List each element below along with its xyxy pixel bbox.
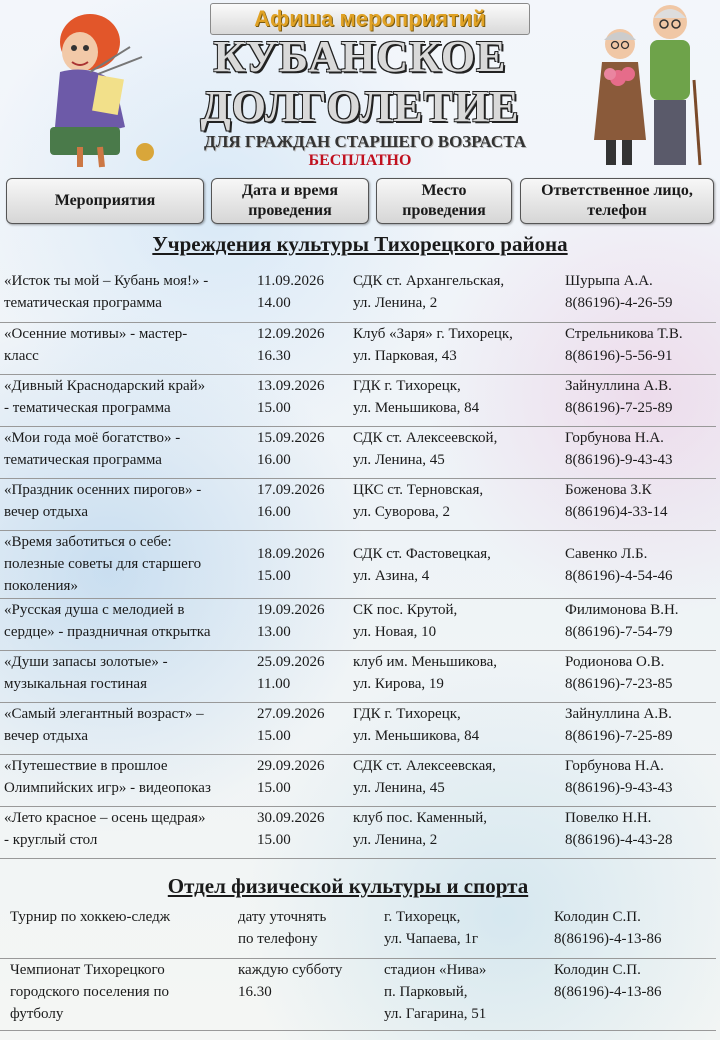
event-name-line: «Время заботиться о себе: bbox=[4, 533, 172, 550]
event-name-line: - тематическая программа bbox=[4, 399, 171, 416]
event-date: 18.09.2026 bbox=[257, 545, 325, 562]
event-name bbox=[0, 598, 253, 650]
event-name-line: тематическая программа bbox=[4, 451, 162, 468]
event-datetime bbox=[253, 650, 349, 702]
event-place-line: п. Парковый, bbox=[384, 983, 468, 1000]
event-place-line: ул. Гагарина, 51 bbox=[384, 1005, 487, 1022]
event-datetime bbox=[253, 806, 349, 858]
event-place-line: стадион «Нива» bbox=[384, 961, 487, 978]
event-date: 17.09.2026 bbox=[257, 481, 325, 498]
event-place-line: ул. Меньшикова, 84 bbox=[353, 399, 480, 416]
page-title-line-2: ДОЛГОЛЕТИЕ bbox=[200, 82, 520, 131]
contact-phone: 8(86196)-7-25-89 bbox=[565, 727, 673, 744]
event-contact bbox=[561, 530, 716, 598]
event-place-line: СДК ст. Архангельская, bbox=[353, 273, 505, 289]
events-table-culture bbox=[0, 270, 716, 859]
event-place-line: Клуб «Заря» г. Тихорецк, bbox=[353, 325, 513, 342]
event-place-line: ул. Ленина, 2 bbox=[353, 831, 438, 848]
event-datetime bbox=[253, 598, 349, 650]
event-name bbox=[0, 478, 253, 530]
table-row bbox=[0, 702, 716, 754]
event-name-line: «Праздник осенних пирогов» - bbox=[4, 481, 202, 498]
event-date: 15.09.2026 bbox=[257, 429, 325, 446]
event-datetime-line: по телефону bbox=[238, 931, 318, 947]
event-place bbox=[349, 702, 561, 754]
event-name-line: Олимпийских игр» - видеопоказ bbox=[4, 779, 211, 796]
column-heading-place: Место проведения bbox=[376, 178, 512, 224]
event-place-line: ул. Ленина, 45 bbox=[353, 451, 445, 468]
contact-phone: 8(86196)-9-43-43 bbox=[565, 779, 673, 796]
event-place bbox=[349, 754, 561, 806]
table-row bbox=[0, 322, 716, 374]
contact-phone: 8(86196)-4-54-46 bbox=[565, 567, 673, 584]
event-name-line: «Осенние мотивы» - мастер- bbox=[4, 325, 188, 342]
contact-person: Повелко Н.Н. bbox=[565, 809, 652, 826]
event-time: 16.00 bbox=[257, 451, 291, 468]
event-place bbox=[349, 426, 561, 478]
event-name-line: полезные советы для старшего bbox=[4, 555, 202, 572]
contact-phone: 8(86196)-7-23-85 bbox=[565, 675, 673, 692]
event-place bbox=[349, 374, 561, 426]
event-name bbox=[0, 270, 253, 322]
event-datetime bbox=[253, 270, 349, 322]
event-time: 16.00 bbox=[257, 503, 291, 520]
free-label: БЕСПЛАТНО bbox=[308, 152, 412, 169]
event-place-line: СК пос. Крутой, bbox=[353, 601, 458, 618]
contact-person: Стрельникова Т.В. bbox=[565, 325, 683, 342]
event-name bbox=[0, 906, 234, 958]
event-place bbox=[349, 806, 561, 858]
table-row bbox=[0, 478, 716, 530]
event-place-line: ул. Чапаева, 1г bbox=[384, 931, 479, 947]
event-date: 30.09.2026 bbox=[257, 809, 325, 826]
event-date: 29.09.2026 bbox=[257, 757, 325, 774]
column-heading-contact: Ответственное лицо, телефон bbox=[520, 178, 714, 224]
event-place-line: клуб пос. Каменный, bbox=[353, 809, 488, 826]
poster-banner: Афиша мероприятий bbox=[210, 3, 530, 35]
event-time: 13.00 bbox=[257, 623, 291, 640]
event-place-line: ул. Ленина, 2 bbox=[353, 295, 438, 311]
event-name-line: «Путешествие в прошлое bbox=[4, 757, 168, 774]
event-place-line: ул. Меньшикова, 84 bbox=[353, 727, 480, 744]
event-contact bbox=[550, 906, 716, 958]
event-place-line: ГДК г. Тихорецк, bbox=[353, 705, 461, 722]
event-datetime bbox=[253, 322, 349, 374]
poster-header bbox=[0, 0, 720, 176]
event-place bbox=[349, 322, 561, 374]
event-place-line: ГДК г. Тихорецк, bbox=[353, 377, 461, 394]
event-date: 19.09.2026 bbox=[257, 601, 325, 618]
event-place bbox=[349, 530, 561, 598]
event-time: 11.00 bbox=[257, 675, 291, 692]
event-name-line: поколения» bbox=[4, 577, 78, 594]
contact-person: Боженова З.К bbox=[565, 481, 652, 498]
event-place bbox=[380, 906, 550, 958]
table-row bbox=[0, 650, 716, 702]
event-name bbox=[0, 426, 253, 478]
event-place-line: ул. Парковая, 43 bbox=[353, 347, 457, 364]
table-row bbox=[0, 958, 716, 1030]
column-headings bbox=[0, 178, 720, 226]
event-name-line: тематическая программа bbox=[4, 295, 162, 311]
events-table-sport bbox=[0, 906, 716, 1031]
table-row bbox=[0, 598, 716, 650]
event-name-line: «Лето красное – осень щедрая» bbox=[4, 809, 206, 826]
event-name-line: Чемпионат Тихорецкого bbox=[10, 961, 165, 978]
event-place bbox=[349, 478, 561, 530]
contact-person: Горбунова Н.А. bbox=[565, 429, 664, 446]
contact-person: Родионова О.В. bbox=[565, 653, 665, 670]
event-datetime bbox=[253, 754, 349, 806]
event-contact bbox=[561, 650, 716, 702]
event-contact bbox=[561, 270, 716, 322]
event-datetime bbox=[234, 906, 380, 958]
column-heading-events: Мероприятия bbox=[6, 178, 204, 224]
event-name-line: вечер отдыха bbox=[4, 503, 89, 520]
event-datetime-line: каждую субботу bbox=[238, 961, 343, 978]
event-name-line: «Русская душа с мелодией в bbox=[4, 601, 185, 618]
table-row bbox=[0, 530, 716, 598]
event-date: 11.09.2026 bbox=[257, 273, 324, 289]
event-name-line: «Души запасы золотые» - bbox=[4, 653, 168, 670]
table-row bbox=[0, 426, 716, 478]
event-name-line: футболу bbox=[10, 1005, 64, 1022]
event-time: 15.00 bbox=[257, 779, 291, 796]
event-time: 15.00 bbox=[257, 831, 291, 848]
event-place-line: ул. Суворова, 2 bbox=[353, 503, 450, 520]
table-row bbox=[0, 806, 716, 858]
event-place-line: ул. Ленина, 45 bbox=[353, 779, 445, 796]
event-place bbox=[349, 598, 561, 650]
event-contact bbox=[561, 806, 716, 858]
table-row bbox=[0, 906, 716, 958]
event-name-line: - круглый стол bbox=[4, 831, 98, 848]
event-name bbox=[0, 958, 234, 1030]
event-name bbox=[0, 702, 253, 754]
event-contact bbox=[561, 702, 716, 754]
event-date: 12.09.2026 bbox=[257, 325, 325, 342]
event-time: 14.00 bbox=[257, 295, 291, 311]
event-datetime-line: 16.30 bbox=[238, 983, 272, 1000]
event-contact bbox=[561, 598, 716, 650]
event-place-line: СДК ст. Алексеевская, bbox=[353, 757, 496, 774]
event-contact bbox=[561, 374, 716, 426]
event-place-line: СДК ст. Алексеевской, bbox=[353, 429, 498, 446]
contact-phone: 8(86196)-9-43-43 bbox=[565, 451, 673, 468]
event-time: 15.00 bbox=[257, 567, 291, 584]
event-contact bbox=[561, 426, 716, 478]
contact-person: Шурыпа А.А. bbox=[565, 273, 653, 289]
event-datetime-line: дату уточнять bbox=[238, 909, 327, 925]
contact-phone: 8(86196)-4-43-28 bbox=[565, 831, 673, 848]
event-name bbox=[0, 754, 253, 806]
event-datetime bbox=[253, 702, 349, 754]
contact-person: Горбунова Н.А. bbox=[565, 757, 664, 774]
event-name-line: вечер отдыха bbox=[4, 727, 89, 744]
event-place bbox=[380, 958, 550, 1030]
event-contact bbox=[550, 958, 716, 1030]
event-datetime bbox=[253, 426, 349, 478]
event-datetime bbox=[253, 374, 349, 426]
table-row bbox=[0, 374, 716, 426]
event-place-line: клуб им. Меньшикова, bbox=[353, 653, 498, 670]
contact-phone: 8(86196)-7-25-89 bbox=[565, 399, 673, 416]
event-place bbox=[349, 270, 561, 322]
table-row bbox=[0, 270, 716, 322]
event-name-line: музыкальная гостиная bbox=[4, 675, 147, 692]
event-date: 13.09.2026 bbox=[257, 377, 325, 394]
column-heading-datetime: Дата и время проведения bbox=[211, 178, 369, 224]
event-name-line: класс bbox=[4, 347, 39, 364]
event-time: 16.30 bbox=[257, 347, 291, 364]
contact-phone: 8(86196)-5-56-91 bbox=[565, 347, 673, 364]
event-name-line: «Самый элегантный возраст» – bbox=[4, 705, 204, 722]
event-contact bbox=[561, 754, 716, 806]
event-name-line: городского поселения по bbox=[10, 983, 169, 1000]
event-name bbox=[0, 806, 253, 858]
section-title-sport: Отдел физической культуры и спорта bbox=[167, 874, 529, 898]
event-place-line: ЦКС ст. Терновская, bbox=[353, 481, 484, 498]
event-place-line: ул. Новая, 10 bbox=[353, 623, 437, 640]
contact-phone: 8(86196)4-33-14 bbox=[565, 503, 668, 520]
contact-person: Колодин С.П. bbox=[554, 961, 641, 978]
contact-phone: 8(86196)-4-13-86 bbox=[554, 983, 662, 1000]
contact-person: Филимонова В.Н. bbox=[565, 601, 679, 618]
event-name-line: «Исток ты мой – Кубань моя!» - bbox=[4, 273, 209, 289]
event-name bbox=[0, 374, 253, 426]
event-place-line: ул. Кирова, 19 bbox=[353, 675, 444, 692]
event-datetime bbox=[253, 530, 349, 598]
table-row bbox=[0, 754, 716, 806]
contact-person: Зайнуллина А.В. bbox=[565, 377, 672, 394]
event-place bbox=[349, 650, 561, 702]
event-name-line: сердце» - праздничная открытка bbox=[4, 623, 211, 640]
contact-phone: 8(86196)-7-54-79 bbox=[565, 623, 673, 640]
event-place-line: ул. Азина, 4 bbox=[353, 567, 430, 584]
contact-person: Савенко Л.Б. bbox=[565, 545, 648, 562]
contact-phone: 8(86196)-4-13-86 bbox=[554, 931, 662, 947]
elderly-couple-icon bbox=[588, 0, 718, 175]
event-datetime bbox=[253, 478, 349, 530]
event-name bbox=[0, 530, 253, 598]
contact-person: Зайнуллина А.В. bbox=[565, 705, 672, 722]
event-contact bbox=[561, 322, 716, 374]
section-title-culture: Учреждения культуры Тихорецкого района bbox=[152, 232, 568, 256]
event-date: 25.09.2026 bbox=[257, 653, 325, 670]
event-time: 15.00 bbox=[257, 399, 291, 416]
knitting-grandmother-icon bbox=[20, 2, 170, 172]
event-name-line: «Дивный Краснодарский край» bbox=[4, 377, 206, 394]
contact-phone: 8(86196)-4-26-59 bbox=[565, 295, 673, 311]
event-time: 15.00 bbox=[257, 727, 291, 744]
page-title-line-1: КУБАНСКОЕ bbox=[213, 32, 507, 81]
event-name-line: «Мои года моё богатство» - bbox=[4, 429, 181, 446]
page-subtitle: ДЛЯ ГРАЖДАН СТАРШЕГО ВОЗРАСТА bbox=[204, 132, 526, 151]
event-place-line: г. Тихорецк, bbox=[384, 909, 461, 925]
contact-person: Колодин С.П. bbox=[554, 909, 641, 925]
event-name bbox=[0, 650, 253, 702]
event-name-line: Турнир по хоккею-следж bbox=[10, 909, 171, 925]
event-place-line: СДК ст. Фастовецкая, bbox=[353, 545, 491, 562]
event-datetime bbox=[234, 958, 380, 1030]
event-contact bbox=[561, 478, 716, 530]
event-name bbox=[0, 322, 253, 374]
event-date: 27.09.2026 bbox=[257, 705, 325, 722]
